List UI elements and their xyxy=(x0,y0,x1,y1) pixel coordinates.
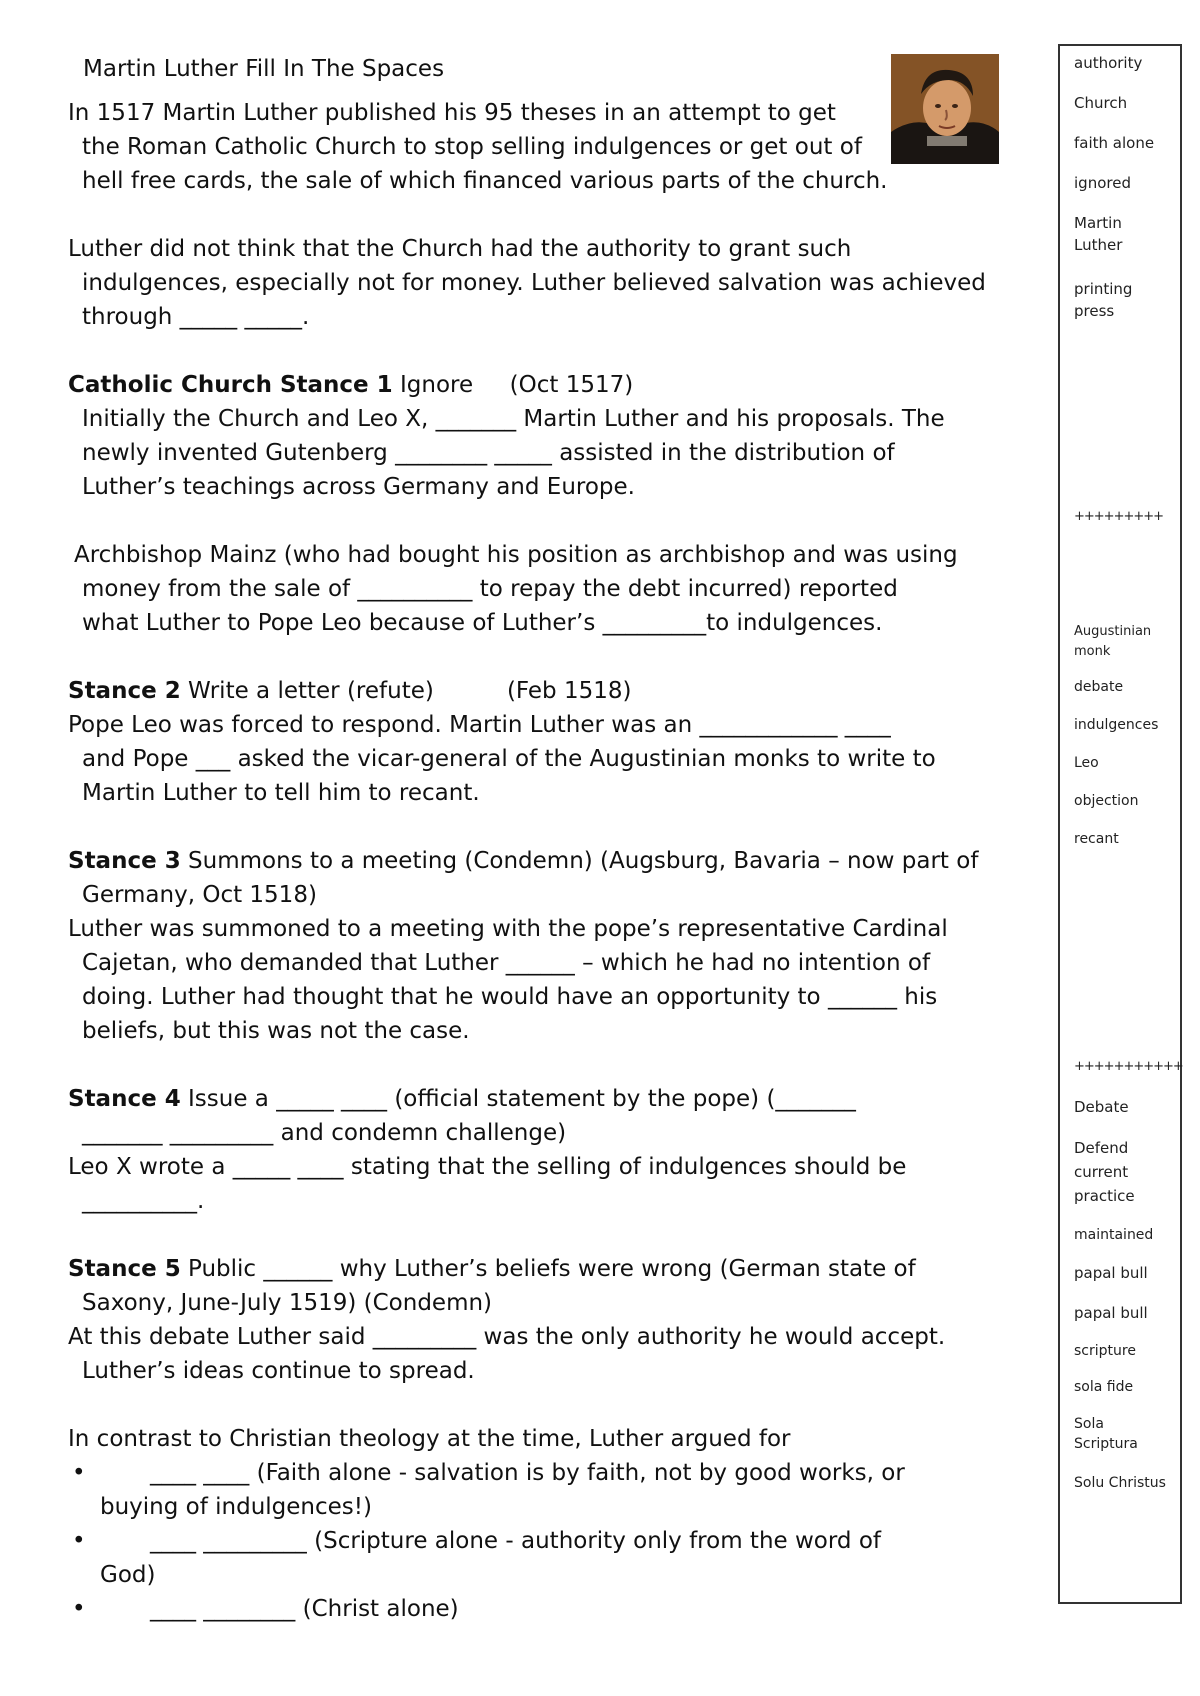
word-bank-item: Augustinian monk xyxy=(1074,624,1152,659)
word-bank-item: Defend current practice xyxy=(1074,1139,1135,1205)
bullet-icon: • xyxy=(72,1596,86,1622)
text-line: ____ ____ (Faith alone - salvation is by faith, not by good works, or xyxy=(150,1460,905,1486)
word-bank-item: faith alone xyxy=(1074,134,1155,152)
stance-1-title: Ignore (Oct 1517) xyxy=(392,372,634,398)
word-bank-item: authority xyxy=(1074,54,1143,72)
text-line: Initially the Church and Leo X, _______ Martin Luther and his proposals. The xyxy=(82,406,945,432)
word-bank-item: recant xyxy=(1074,831,1119,847)
stance-4-body xyxy=(68,1150,988,1218)
word-bank-item: Solu Christus xyxy=(1074,1475,1166,1491)
text-line: the Roman Catholic Church to stop selling indulgences or get out of xyxy=(82,134,862,160)
list-item xyxy=(68,1524,988,1592)
text-line: Luther was summoned to a meeting with the pope’s representative Cardinal xyxy=(68,916,948,942)
text-line: At this debate Luther said _________ was the only authority he would accept. xyxy=(68,1324,946,1350)
word-bank-item: scripture xyxy=(1074,1343,1136,1359)
word-bank-item: Martin Luther xyxy=(1074,214,1123,254)
text-line: Luther did not think that the Church had the authority to grant such xyxy=(68,236,852,262)
bullet-icon: • xyxy=(72,1460,86,1486)
word-bank-separator: +++++++++ xyxy=(1074,509,1164,524)
stance-3-heading xyxy=(68,844,988,912)
stance-5-label: Stance 5 xyxy=(68,1256,181,1282)
word-bank-item: maintained xyxy=(1074,1227,1154,1243)
text-line: what Luther to Pope Leo because of Luther’s _________to indulgences. xyxy=(82,610,883,636)
text-line: and Pope ___ asked the vicar-general of the Augustinian monks to write to xyxy=(82,746,936,772)
stance-3-title: Summons to a meeting (Condemn) (Augsburg, Bavaria – now part of xyxy=(180,848,979,874)
text-line: Cajetan, who demanded that Luther ______ – which he had no intention of xyxy=(82,950,931,976)
text-line: Martin Luther to tell him to recant. xyxy=(82,780,480,806)
word-bank-item: Church xyxy=(1074,94,1128,112)
text-line: __________. xyxy=(82,1188,205,1214)
text-line: through _____ _____. xyxy=(82,304,310,330)
stance-3-label: Stance 3 xyxy=(68,848,181,874)
text-line: buying of indulgences!) xyxy=(100,1494,372,1520)
stance-2-title: Write a letter (refute) (Feb 1518) xyxy=(180,678,632,704)
contrast-intro: In contrast to Christian theology at the time, Luther argued for xyxy=(68,1426,791,1452)
stance-2-body xyxy=(68,708,988,810)
text-line: money from the sale of __________ to repay the debt incurred) reported xyxy=(82,576,898,602)
text-line: Pope Leo was forced to respond. Martin Luther was an ____________ ____ xyxy=(68,712,891,738)
word-bank-item: ignored xyxy=(1074,174,1131,192)
text-line: Germany, Oct 1518) xyxy=(82,882,317,908)
text-line: doing. Luther had thought that he would have an opportunity to ______ his xyxy=(82,984,938,1010)
stance-2-label: Stance 2 xyxy=(68,678,181,704)
stance-5-title: Public ______ why Luther’s beliefs were wrong (German state of xyxy=(180,1256,916,1282)
word-bank-item: papal bull xyxy=(1074,1304,1148,1322)
list-item xyxy=(68,1456,988,1524)
stance-1-body xyxy=(68,402,988,504)
word-bank-item: debate xyxy=(1074,679,1124,695)
bullet-icon: • xyxy=(72,1528,86,1554)
text-line: Archbishop Mainz (who had bought his position as archbishop and was using xyxy=(74,542,958,568)
stance-4-title: Issue a _____ ____ (official statement by the pope) (_______ xyxy=(180,1086,856,1112)
text-line: Saxony, June-July 1519) (Condemn) xyxy=(82,1290,493,1316)
intro-paragraph xyxy=(68,96,988,198)
text-line: ____ ________ (Christ alone) xyxy=(150,1596,459,1622)
word-bank-item: sola fide xyxy=(1074,1379,1134,1395)
text-line: beliefs, but this was not the case. xyxy=(82,1018,470,1044)
authority-paragraph xyxy=(68,232,988,334)
word-bank-separator: +++++++++++ xyxy=(1074,1059,1183,1074)
word-bank-item: indulgences xyxy=(1074,717,1159,733)
word-bank-item: printing press xyxy=(1074,280,1133,320)
text-line: _______ _________ and condemn challenge) xyxy=(82,1120,567,1146)
stance-1-label: Catholic Church Stance 1 xyxy=(68,372,393,398)
stance-5-heading xyxy=(68,1252,988,1320)
stance-5-body xyxy=(68,1320,988,1388)
text-line: ____ _________ (Scripture alone - authority only from the word of xyxy=(150,1528,881,1554)
stance-3-body xyxy=(68,912,988,1048)
text-line: God) xyxy=(100,1562,156,1588)
text-line: Leo X wrote a _____ ____ stating that the selling of indulgences should be xyxy=(68,1154,907,1180)
word-bank-item: Debate xyxy=(1074,1098,1129,1116)
word-bank-sidebar xyxy=(1058,44,1182,1604)
text-line: In 1517 Martin Luther published his 95 theses in an attempt to get xyxy=(68,100,836,126)
text-line: hell free cards, the sale of which financed various parts of the church. xyxy=(82,168,888,194)
word-bank-item: objection xyxy=(1074,793,1139,809)
word-bank-item: Leo xyxy=(1074,755,1099,771)
list-item xyxy=(68,1592,988,1626)
archbishop-paragraph xyxy=(68,538,988,640)
stance-4-label: Stance 4 xyxy=(68,1086,181,1112)
text-line: Luther’s ideas continue to spread. xyxy=(82,1358,475,1384)
word-bank-item: papal bull xyxy=(1074,1264,1148,1282)
stance-4-heading xyxy=(68,1082,988,1150)
stance-1-heading xyxy=(68,368,988,402)
text-line: Luther’s teachings across Germany and Europe. xyxy=(82,474,635,500)
word-bank-item: Sola Scriptura xyxy=(1074,1416,1138,1452)
page-title: Martin Luther Fill In The Spaces xyxy=(83,56,445,82)
text-line: newly invented Gutenberg ________ _____ assisted in the distribution of xyxy=(82,440,895,466)
solas-list xyxy=(68,1456,988,1626)
text-line: indulgences, especially not for money. Luther believed salvation was achieved xyxy=(82,270,986,296)
stance-2-heading xyxy=(68,674,988,708)
